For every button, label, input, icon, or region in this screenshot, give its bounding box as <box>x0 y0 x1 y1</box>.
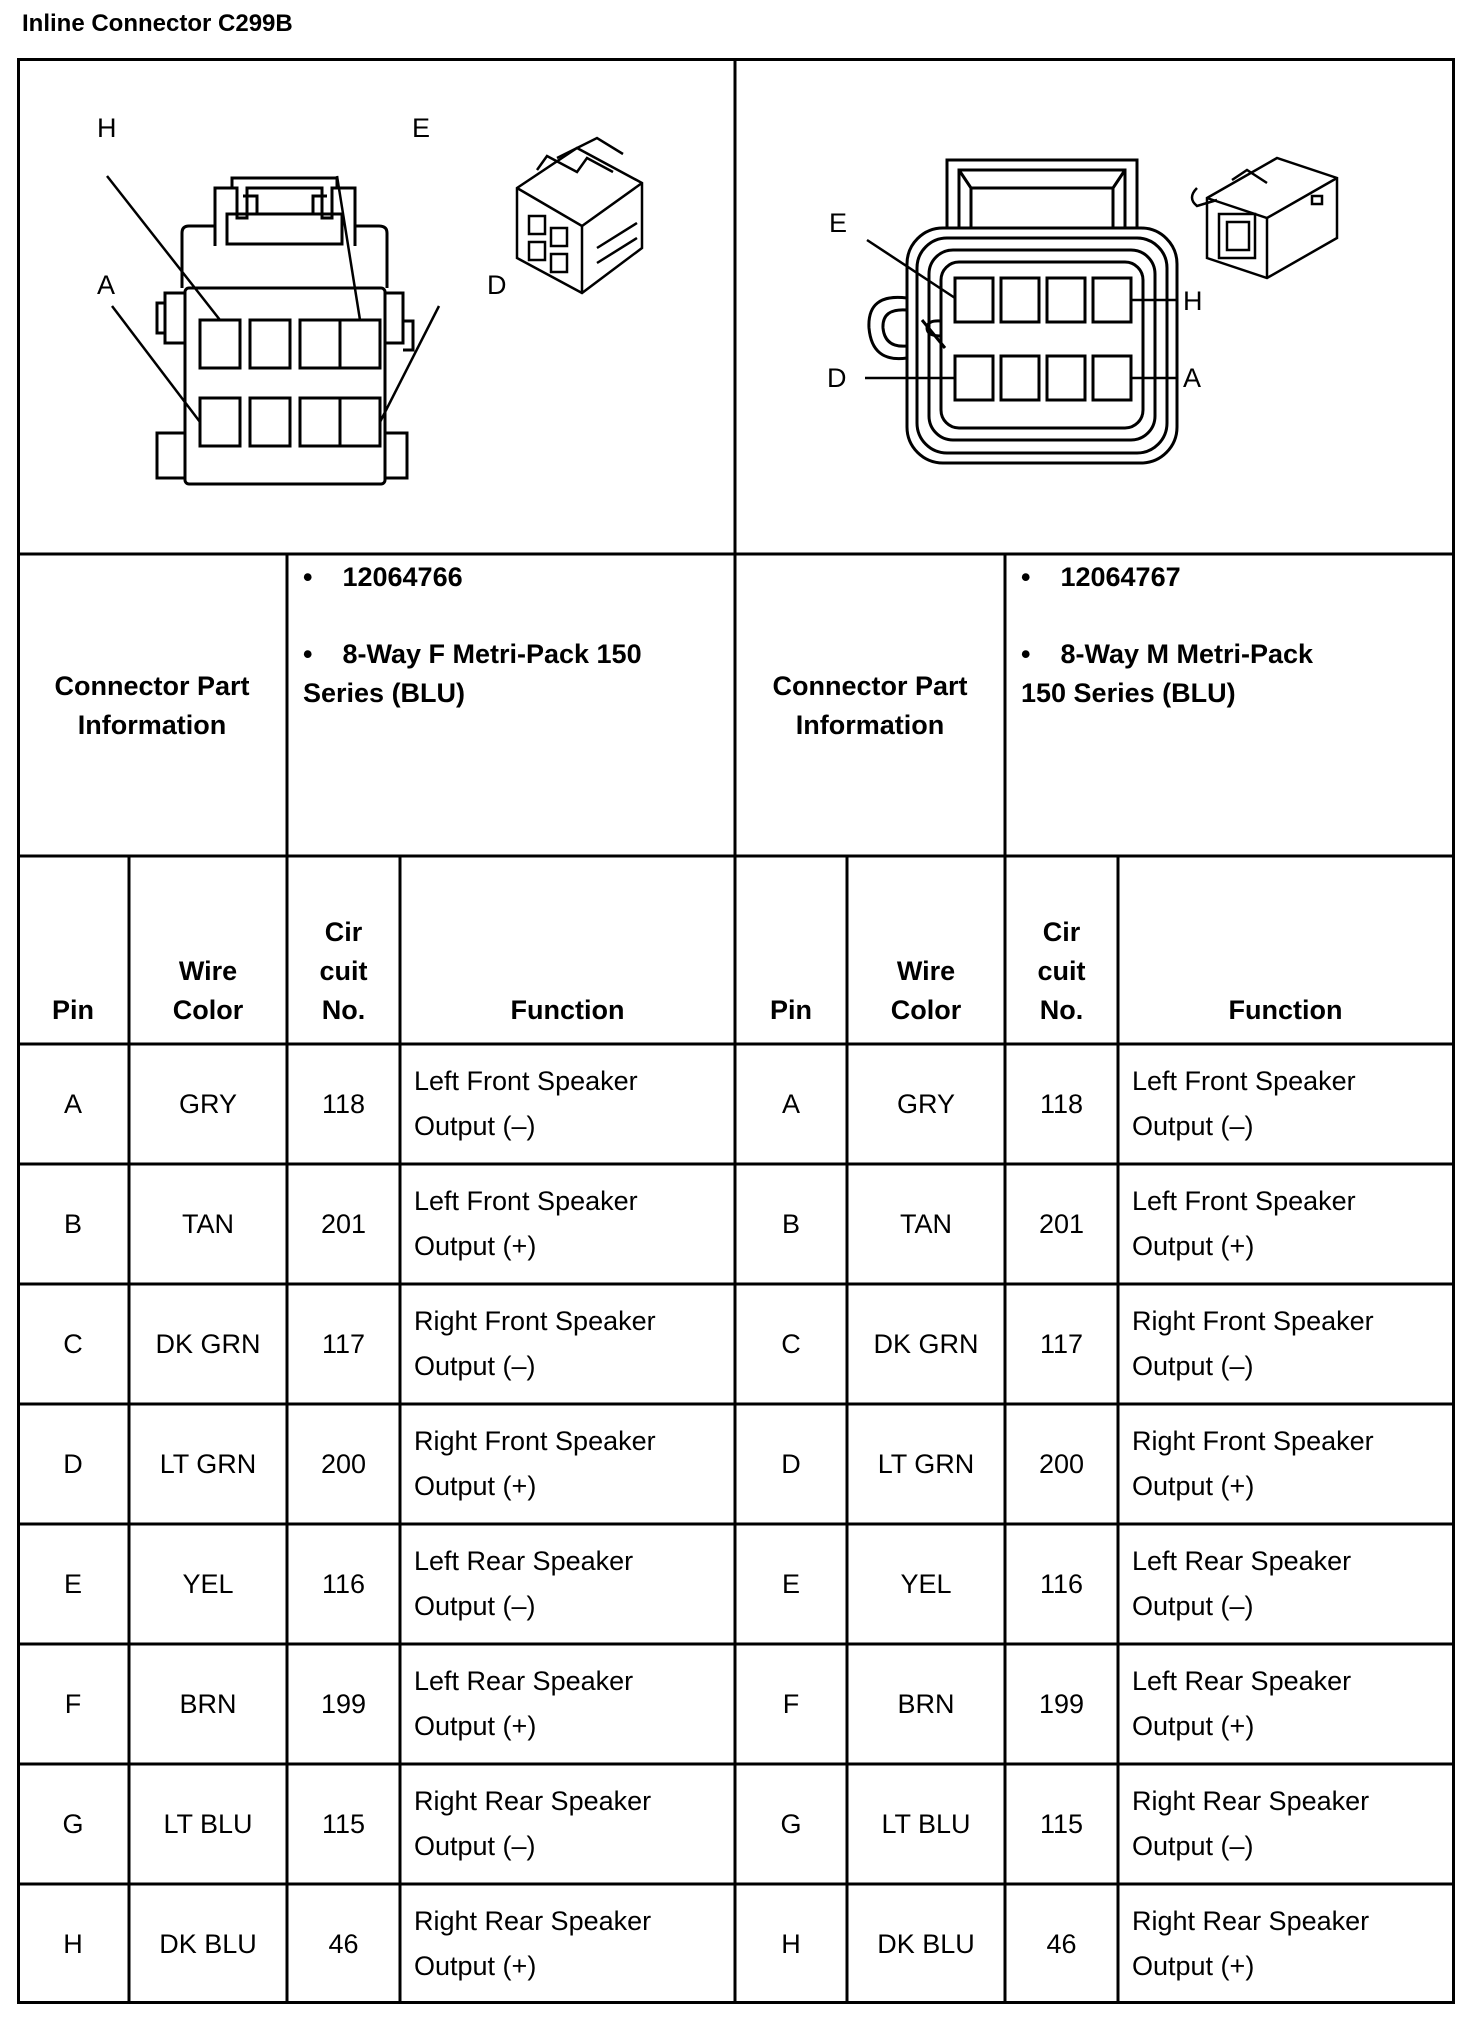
part-description: 8-Way M Metri-Pack <box>1060 639 1314 669</box>
function-line: Right Rear Speaker <box>1132 1786 1370 1816</box>
function-line: Output (+) <box>1132 1231 1255 1261</box>
function-cell <box>1118 1284 1453 1404</box>
pin-cell: E <box>63 1568 82 1599</box>
function-line: Output (+) <box>1132 1471 1255 1501</box>
bullet: • <box>1021 639 1061 669</box>
function-cell <box>400 1764 735 1884</box>
pin-cell: D <box>63 1448 83 1479</box>
function-cell <box>1118 1044 1453 1164</box>
part-description: Series (BLU) <box>303 678 466 708</box>
connector-part-label: Connector Part Information <box>772 671 968 740</box>
wire-color-cell: LT GRN <box>159 1448 257 1479</box>
bullet: • <box>303 562 343 592</box>
circuit-number-cell: 199 <box>1038 1688 1085 1719</box>
function-line: Output (+) <box>1132 1951 1255 1981</box>
pin-cell: H <box>63 1928 83 1959</box>
function-cell <box>1118 1404 1453 1524</box>
pin-cell: F <box>782 1688 800 1719</box>
wire-color-cell: LT GRN <box>877 1448 975 1479</box>
function-line: Output (–) <box>1132 1831 1254 1861</box>
function-cell <box>1118 1884 1453 2004</box>
wire-color-cell: BRN <box>897 1688 955 1719</box>
pin-cell: B <box>63 1208 82 1239</box>
wire-color-cell: DK BLU <box>877 1928 975 1959</box>
wire-color-cell: GRY <box>178 1088 238 1119</box>
circuit-number-cell: 116 <box>1039 1568 1084 1599</box>
function-line: Left Front Speaker <box>414 1186 638 1216</box>
column-header-wire-color: Wire Color <box>890 956 962 1025</box>
circuit-number-cell: 117 <box>321 1328 366 1359</box>
function-cell <box>400 1644 735 1764</box>
function-line: Right Rear Speaker <box>1132 1906 1370 1936</box>
column-header-function: Function <box>1228 995 1343 1025</box>
function-line: Left Front Speaker <box>1132 1066 1356 1096</box>
bullet: • <box>1021 562 1061 592</box>
wire-color-cell: DK BLU <box>159 1928 257 1959</box>
circuit-number-cell: 118 <box>1039 1088 1084 1119</box>
female-connector-face-diagram <box>57 88 697 528</box>
circuit-number-cell: 115 <box>1039 1808 1084 1839</box>
wire-color-cell: TAN <box>182 1208 234 1239</box>
pin-cell: C <box>63 1328 83 1359</box>
function-line: Output (+) <box>414 1231 537 1261</box>
wire-color-cell: YEL <box>900 1568 952 1599</box>
circuit-number-cell: 117 <box>1039 1328 1084 1359</box>
function-cell <box>400 1164 735 1284</box>
function-line: Left Front Speaker <box>414 1066 638 1096</box>
pin-label-d: D <box>827 363 847 393</box>
function-cell <box>400 1284 735 1404</box>
function-cell <box>1118 1524 1453 1644</box>
leader-e <box>337 176 360 320</box>
pin-label-d: D <box>487 270 507 300</box>
part-number: 12064766 <box>342 562 463 592</box>
function-line: Output (–) <box>1132 1111 1254 1141</box>
pin-label-a: A <box>97 270 116 300</box>
wire-color-cell: DK GRN <box>155 1328 261 1359</box>
function-line: Right Front Speaker <box>1132 1306 1374 1336</box>
connector-part-info <box>303 558 723 713</box>
function-line: Output (+) <box>414 1711 537 1741</box>
connector-part-info <box>1021 558 1441 713</box>
pin-cell: H <box>781 1928 801 1959</box>
part-number: 12064767 <box>1060 562 1181 592</box>
part-description: 150 Series (BLU) <box>1021 678 1236 708</box>
column-header-pin: Pin <box>769 995 812 1025</box>
function-line: Output (+) <box>414 1471 537 1501</box>
wire-color-cell: TAN <box>900 1208 952 1239</box>
function-cell <box>1118 1164 1453 1284</box>
function-line: Output (–) <box>1132 1591 1254 1621</box>
function-line: Right Front Speaker <box>414 1426 656 1456</box>
function-line: Right Front Speaker <box>1132 1426 1374 1456</box>
function-line: Left Rear Speaker <box>1132 1666 1352 1696</box>
column-header-circuit-no: Cir cuit No. <box>319 917 368 1025</box>
page-title: Inline Connector C299B <box>22 10 293 37</box>
function-line: Left Front Speaker <box>1132 1186 1356 1216</box>
pin-cell: G <box>780 1808 802 1839</box>
wire-color-cell: LT BLU <box>163 1808 253 1839</box>
female-connector-3d-icon <box>517 138 642 293</box>
pin-label-h: H <box>1183 286 1203 316</box>
wire-color-cell: LT BLU <box>881 1808 971 1839</box>
function-line: Output (–) <box>414 1831 536 1861</box>
male-connector-3d-icon <box>1192 158 1337 278</box>
function-line: Output (–) <box>414 1111 536 1141</box>
male-connector-face-diagram <box>777 88 1417 528</box>
bullet: • <box>303 639 343 669</box>
function-line: Right Front Speaker <box>414 1306 656 1336</box>
function-line: Output (+) <box>1132 1711 1255 1741</box>
function-cell <box>1118 1644 1453 1764</box>
connector-part-label: Connector Part Information <box>54 671 250 740</box>
function-line: Right Rear Speaker <box>414 1786 652 1816</box>
circuit-number-cell: 116 <box>321 1568 366 1599</box>
column-header-wire-color: Wire Color <box>172 956 244 1025</box>
pin-cell: E <box>781 1568 800 1599</box>
pin-cell: A <box>781 1088 800 1119</box>
wire-color-cell: YEL <box>182 1568 234 1599</box>
function-cell <box>400 1044 735 1164</box>
pin-cell: F <box>64 1688 82 1719</box>
function-cell <box>1118 1764 1453 1884</box>
function-line: Output (–) <box>1132 1351 1254 1381</box>
wire-color-cell: BRN <box>179 1688 237 1719</box>
pin-cell: B <box>781 1208 800 1239</box>
pin-cell: A <box>63 1088 82 1119</box>
function-cell <box>400 1404 735 1524</box>
wire-color-cell: GRY <box>896 1088 956 1119</box>
circuit-number-cell: 115 <box>321 1808 366 1839</box>
circuit-number-cell: 46 <box>1046 1928 1077 1959</box>
function-line: Left Rear Speaker <box>1132 1546 1352 1576</box>
function-line: Output (–) <box>414 1591 536 1621</box>
pin-label-a: A <box>1183 363 1202 393</box>
column-header-pin: Pin <box>51 995 94 1025</box>
pin-label-h: H <box>97 113 117 143</box>
column-header-circuit-no: Cir cuit No. <box>1037 917 1086 1025</box>
function-cell <box>400 1524 735 1644</box>
circuit-number-cell: 200 <box>320 1448 367 1479</box>
pin-cell: G <box>62 1808 84 1839</box>
pin-label-e: E <box>412 113 431 143</box>
function-line: Right Rear Speaker <box>414 1906 652 1936</box>
pin-label-e: E <box>829 208 848 238</box>
circuit-number-cell: 199 <box>320 1688 367 1719</box>
function-line: Output (–) <box>414 1351 536 1381</box>
circuit-number-cell: 46 <box>328 1928 359 1959</box>
wire-color-cell: DK GRN <box>873 1328 979 1359</box>
part-description: 8-Way F Metri-Pack 150 <box>342 639 642 669</box>
column-header-function: Function <box>510 995 625 1025</box>
circuit-number-cell: 201 <box>320 1208 367 1239</box>
function-line: Output (+) <box>414 1951 537 1981</box>
pin-cell: C <box>781 1328 801 1359</box>
circuit-number-cell: 201 <box>1038 1208 1085 1239</box>
function-line: Left Rear Speaker <box>414 1546 634 1576</box>
connector-table <box>17 58 1455 2004</box>
circuit-number-cell: 118 <box>321 1088 366 1119</box>
leader-d <box>380 306 439 422</box>
circuit-number-cell: 200 <box>1038 1448 1085 1479</box>
pin-cell: D <box>781 1448 801 1479</box>
function-cell <box>400 1884 735 2004</box>
function-line: Left Rear Speaker <box>414 1666 634 1696</box>
